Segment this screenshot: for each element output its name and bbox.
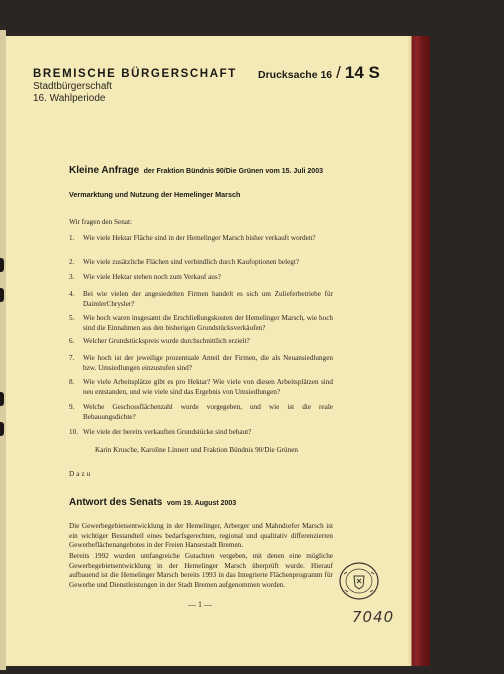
antwort-paragraph: Bereits 1992 wurden umfangreiche Gutachten vergeben, mit denen eine mögliche Gewerbegebietsentwicklung in der Hemelinger Marsch überprüft wurde. Hierauf aufbauend ist die Hemelinger Marsch bereits 1993 in das Integrierte Flächenprogramm für Gewerbe und Dienstleistungen in der Stadt Bremen aufgenommen worden.	[69, 552, 333, 589]
question-text: Wie viele zusätzliche Flächen sind verbindlich durch Kaufoptionen belegt?	[83, 258, 300, 266]
question-item	[69, 234, 333, 244]
question-number: 2.	[69, 258, 75, 266]
question-number: 1.	[69, 234, 75, 242]
document-header	[33, 68, 237, 105]
legislative-period: 16. Wahlperiode	[33, 93, 106, 104]
question-item	[69, 378, 333, 397]
antwort-date: vom 19. August 2003	[166, 500, 237, 507]
question-item	[69, 273, 333, 283]
question-item	[69, 314, 333, 333]
organization-name: BREMISCHE BÜRGERSCHAFT	[33, 68, 237, 80]
question-text: Wie hoch ist der jeweilige prozentuale Anteil der Firmen, die als Neuansiedlungen bzw. Umsiedlungen einzustufen sind?	[83, 354, 333, 372]
anfrage-subject: Vermarktung und Nutzung der Hemelinger Marsch	[69, 190, 241, 199]
antwort-title: Antwort des Senats	[69, 497, 163, 508]
page-number: — 1 —	[188, 600, 212, 609]
question-item	[69, 354, 333, 373]
question-item	[69, 428, 333, 438]
question-text: Wie viele Hektar stehen noch zum Verkauf aus?	[83, 273, 221, 281]
question-number: 10.	[69, 428, 78, 436]
question-number: 7.	[69, 354, 75, 362]
handwritten-note: 7040	[352, 608, 395, 626]
question-text: Wie hoch waren insgesamt die Erschließungskosten der Hemelinger Marsch, wie hoch sind die Einnahmen aus den bisherigen Grundstücksverkäufen?	[83, 314, 333, 332]
question-text: Welche Geschossflächenzahl wurde vorgegeben, und wie ist die reale Bebauungsdichte?	[83, 403, 333, 421]
antwort-heading	[69, 492, 236, 510]
question-text: Bei wie vielen der angesiedelten Firmen handelt es sich um Zulieferbetriebe für DaimlerChrysler?	[83, 290, 333, 308]
anfrage-intro: Wir fragen den Senat:	[69, 218, 132, 226]
question-text: Welcher Grundstückspreis wurde durchschnittlich erzielt?	[83, 337, 250, 345]
question-number: 6.	[69, 337, 75, 345]
question-item	[69, 337, 333, 347]
drucksache-value: 14 S	[344, 63, 380, 82]
question-number: 9.	[69, 403, 75, 411]
drucksache-label: Drucksache 16	[258, 69, 333, 81]
chamber-name: Stadtbürgerschaft	[33, 81, 112, 92]
question-text: Wie viele der bereits verkauften Grundstücke sind bebaut?	[83, 428, 252, 436]
question-number: 5.	[69, 314, 75, 322]
question-text: Wie viele Arbeitsplätze gibt es pro Hektar? Wie viele von diesen Arbeitsplätzen sind neu entstanden, und wie viele sind das Ergebnis von Umsiedlungen?	[83, 378, 333, 396]
binder-hole	[0, 392, 4, 406]
anfrage-source: der Fraktion Bündnis 90/Die Grünen vom 15. Juli 2003	[143, 168, 323, 175]
binder-hole	[0, 258, 4, 272]
drucksache-separator: /	[336, 63, 341, 82]
question-number: 3.	[69, 273, 75, 281]
anfrage-signers: Karin Krusche, Karoline Linnert und Fraktion Bündnis 90/Die Grünen	[95, 446, 299, 454]
drucksache-number	[258, 63, 380, 83]
book-binding	[408, 36, 430, 666]
archive-stamp-icon	[338, 560, 380, 602]
question-item	[69, 258, 333, 268]
question-number: 4.	[69, 290, 75, 298]
dazu-label: Dazu	[69, 470, 93, 478]
anfrage-title: Kleine Anfrage	[69, 165, 140, 176]
antwort-paragraph: Die Gewerbegebietsentwicklung in der Hemelinger, Arberger und Mahndorfer Marsch ist ein wichtiger Bestandteil eines bedarfsgerechten, regional und qualitativ differenzierten Gewerbeflächenangebotes in der Freien Hansestadt Bremen.	[69, 522, 333, 550]
binder-hole	[0, 288, 4, 302]
question-text: Wie viele Hektar Fläche sind in der Hemelinger Marsch bisher verkauft worden?	[83, 234, 316, 242]
binder-hole	[0, 422, 4, 436]
question-number: 8.	[69, 378, 75, 386]
question-item	[69, 290, 333, 309]
anfrage-heading	[69, 160, 323, 178]
question-item	[69, 403, 333, 422]
